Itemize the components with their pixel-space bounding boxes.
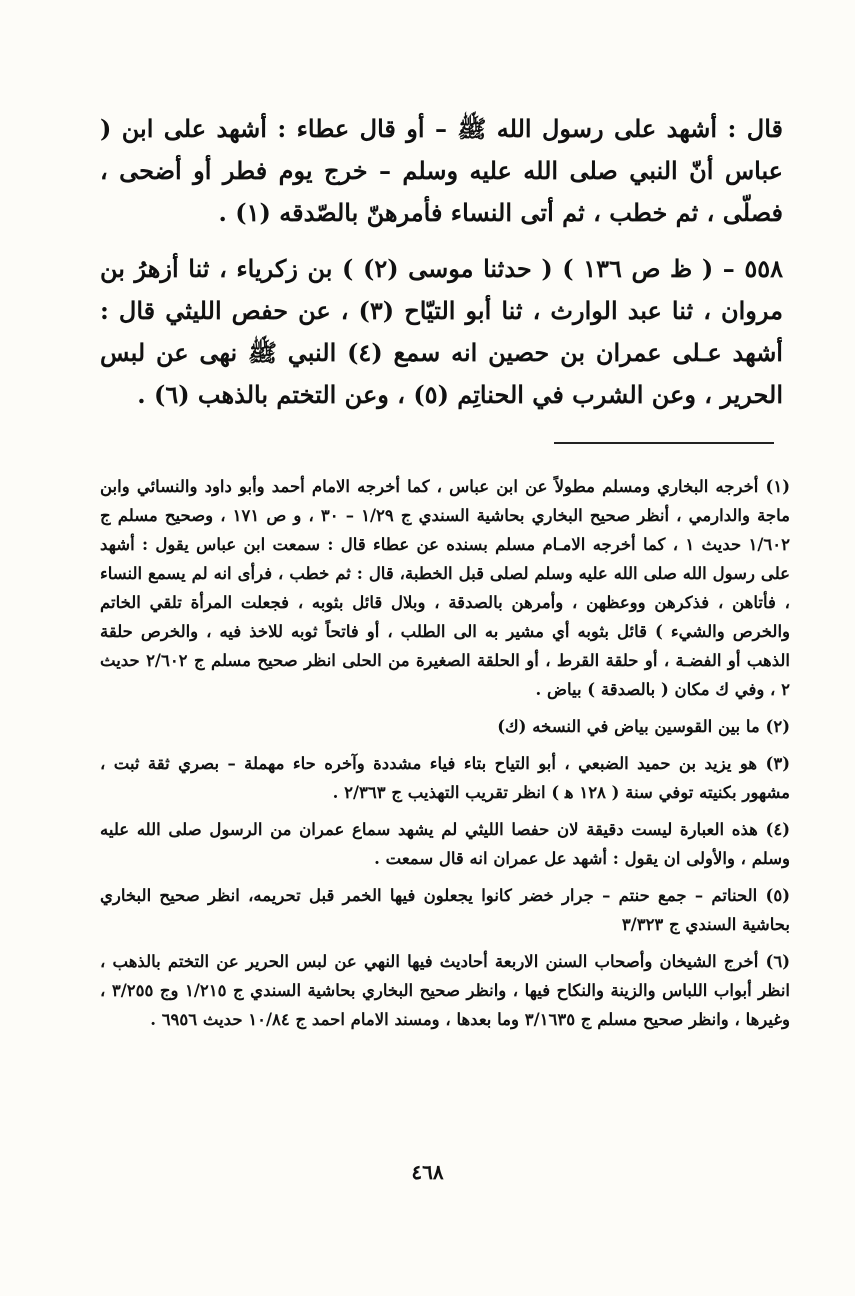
footnote-1: (١) أخرجه البخاري ومسلم مطولاً عن ابن عباس ، كما أخرجه الامام أحمد وأبو داود والنسائي وابن ماجة والدارمي ، أنظر صحيح البخاري بحاشية السندي ج ١/٢٩ – ٣٠ ، و ص ١٧١ ، وصحيح مسلم ج ١/٦٠٢ حديث ١ ، كما أخرجه الامـام مسلم بسنده عن عطاء قال : سمعت ابن عباس يقول : أشهد على رسول الله صلى الله عليه وسلم لصلى قبل الخطبة، قال : ثم خطب ، فرأى انه لم يسمع النساء ، فأتاهن ، فذكرهن ووعظهن ، وأمرهن بالصدقة ، وبلال قائل بثوبه ، فجعلت المرأة تلقي الخاتم والخرص والشيء ) قائل بثوبه أي مشير به الى الطلب ، أو فاتحاً ثوبه للاخذ فيه ، والخرص حلقة الذهب أو الفضـة ، أو حلقة القرط ، أو الحلقة الصغيرة من الحلى انظر صحيح مسلم ج ٢/٦٠٢ حديث ٢ ، وفي ك مكان ( بالصدقة ) بياض . <box>100 477 791 699</box>
footnote-3: (٣) هو يزيد بن حميد الضبعي ، أبو التياح بتاء فياء مشددة وآخره حاء مهملة – بصري ثقة ثبت ، مشهور بكنيته توفي سنة ( ١٢٨ ﻫ ) انظر تقريب التهذيب ج ٢/٣٦٣ . <box>100 754 790 802</box>
footnote-6: (٦) أخرج الشيخان وأصحاب السنن الاربعة أحاديث فيها النهي عن لبس الحرير عن التختم بالذهب ، انظر أبواب اللباس والزينة والنكاح فيها ، وانظر صحيح البخاري بحاشية السندي ج ١/٢١٥ وج ٣/٢٥٥ ، وغيرها ، وانظر صحيح مسلم ج ٣/١٦٣٥ وما بعدها ، ومسند الامام احمد ج ١٠/٨٤ حديث ٦٩٥٦ . <box>100 952 790 1029</box>
page-number: ٤٦٨ <box>411 1160 444 1184</box>
footnote-4: (٤) هذه العبارة ليست دقيقة لان حفصا الليثي لم يشهد سماع عمران من الرسول صلى الله عليه وسلم ، والأولى ان يقول : أشهد عل عمران انه قال سمعت . <box>100 820 790 868</box>
footnote-2: (٢) ما بين القوسين بياض في النسخه (ك) <box>497 717 790 736</box>
footnote-5: (٥) الحناتم – جمع حنتم – جرار خضر كانوا يجعلون فيها الخمر قبل تحريمه، انظر صحيح البخاري بحاشية السندي ج ٣/٣٢٣ <box>100 886 790 934</box>
paragraph-hadith-558: ٥٥٨ – ( ظ ص ١٣٦ ) ( حدثنا موسى (٢) ) بن زكرياء ، ثنا أزهرُ بن مروان ، ثنا عبد الوارث ، ثنا أبو التيّاح (٣) ، عن حفص الليثي قال : أشهد عـلى عمران بن حصين انه سمع (٤) النبي ﷺ نهى عن لبس الحرير ، وعن الشرب في الحناتِم (٥) ، وعن التختم بالذهب (٦) . <box>100 254 783 409</box>
footnotes <box>100 472 790 1042</box>
main-text <box>100 108 783 416</box>
footnote-separator <box>554 442 774 444</box>
paragraph-hadith-continuation: قال : أشهد على رسول الله ﷺ – أو قال عطاء : أشهد على ابن ( عباس أنّ النبي صلى الله عليه وسلم – خرج يوم فطر أو أضحى ، فصلّى ، ثم خطب ، ثم أتى النساء فأمرهنّ بالصّدقه (١) . <box>100 114 784 227</box>
